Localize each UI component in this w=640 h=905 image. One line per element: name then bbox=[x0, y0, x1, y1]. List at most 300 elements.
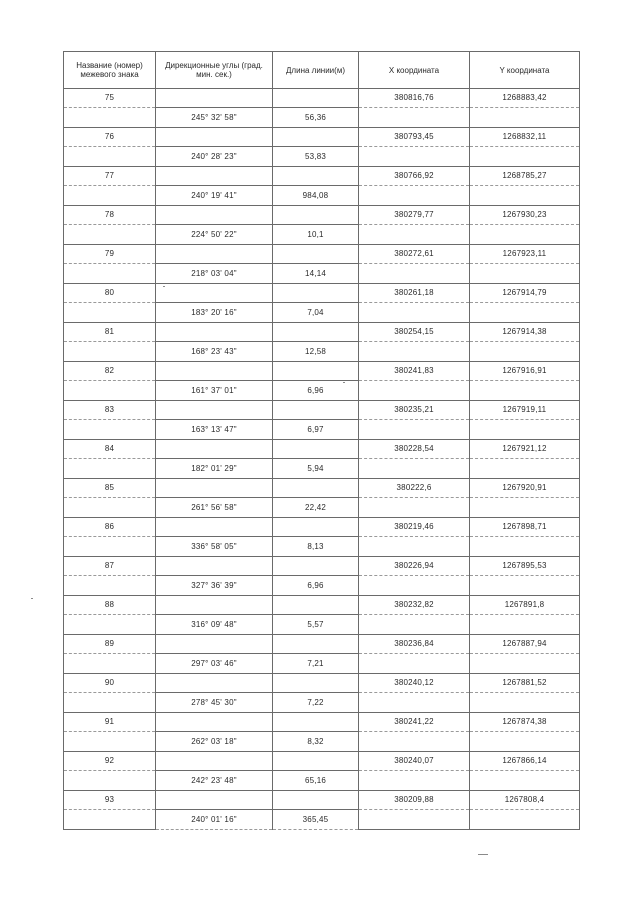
x-coordinate-cell bbox=[359, 518, 470, 537]
line-length-cell bbox=[273, 576, 359, 596]
x-coordinate: 380272,61 bbox=[394, 249, 434, 258]
x-coordinate: 380232,82 bbox=[394, 600, 434, 609]
point-number-cell bbox=[64, 713, 156, 732]
point-number: 88 bbox=[104, 600, 115, 609]
y-coordinate-cell bbox=[470, 557, 580, 576]
directional-angle: 242° 23' 48" bbox=[191, 775, 237, 785]
y-coordinate: 1267919,11 bbox=[502, 405, 547, 414]
empty-cell bbox=[359, 264, 470, 284]
line-length-cell bbox=[273, 420, 359, 440]
point-number-cell bbox=[64, 284, 156, 303]
segment-row bbox=[64, 420, 580, 440]
y-coordinate: 1267921,12 bbox=[502, 444, 547, 453]
point-number: 91 bbox=[104, 717, 115, 726]
empty-cell bbox=[470, 420, 580, 440]
empty-cell bbox=[470, 732, 580, 752]
line-length-cell bbox=[273, 381, 359, 401]
y-coordinate: 1267866,14 bbox=[502, 756, 547, 765]
line-length: 14,14 bbox=[304, 268, 327, 278]
empty-cell bbox=[64, 615, 156, 635]
empty-cell bbox=[156, 752, 273, 771]
empty-cell bbox=[359, 225, 470, 245]
line-length-cell bbox=[273, 186, 359, 206]
header-line-length: Длина линии(м) bbox=[273, 52, 359, 89]
empty-cell bbox=[359, 693, 470, 713]
x-coordinate: 380240,07 bbox=[394, 756, 434, 765]
line-length: 5,57 bbox=[307, 619, 324, 629]
y-coordinate: 1267930,23 bbox=[502, 210, 547, 219]
line-length-cell bbox=[273, 615, 359, 635]
directional-angle-cell bbox=[156, 810, 273, 830]
point-row bbox=[64, 206, 580, 225]
empty-cell bbox=[359, 381, 470, 401]
y-coordinate-cell bbox=[470, 245, 580, 264]
x-coordinate-cell bbox=[359, 167, 470, 186]
point-row bbox=[64, 752, 580, 771]
directional-angle-cell bbox=[156, 264, 273, 284]
point-row bbox=[64, 362, 580, 381]
x-coordinate: 380261,18 bbox=[394, 288, 434, 297]
point-number-cell bbox=[64, 635, 156, 654]
directional-angle-cell bbox=[156, 186, 273, 206]
line-length: 53,83 bbox=[304, 151, 327, 161]
empty-cell bbox=[156, 674, 273, 693]
directional-angle: 336° 58' 05" bbox=[191, 541, 237, 551]
point-row bbox=[64, 401, 580, 420]
y-coordinate-cell bbox=[470, 635, 580, 654]
segment-row bbox=[64, 615, 580, 635]
y-coordinate-cell bbox=[470, 791, 580, 810]
empty-cell bbox=[470, 108, 580, 128]
empty-cell bbox=[273, 635, 359, 654]
point-number-cell bbox=[64, 167, 156, 186]
empty-cell bbox=[64, 420, 156, 440]
empty-cell bbox=[156, 596, 273, 615]
directional-angle-cell bbox=[156, 693, 273, 713]
directional-angle: 278° 45' 30" bbox=[191, 697, 237, 707]
point-number-cell bbox=[64, 557, 156, 576]
point-row bbox=[64, 518, 580, 537]
empty-cell bbox=[64, 303, 156, 323]
point-number-cell bbox=[64, 674, 156, 693]
x-coordinate-cell bbox=[359, 323, 470, 342]
point-number: 84 bbox=[104, 444, 115, 453]
line-length-cell bbox=[273, 147, 359, 167]
empty-cell bbox=[359, 303, 470, 323]
point-number-cell bbox=[64, 479, 156, 498]
line-length: 56,36 bbox=[304, 112, 327, 122]
y-coordinate-cell bbox=[470, 323, 580, 342]
line-length-cell bbox=[273, 264, 359, 284]
segment-row bbox=[64, 225, 580, 245]
segment-row bbox=[64, 147, 580, 167]
empty-cell bbox=[359, 615, 470, 635]
empty-cell bbox=[156, 557, 273, 576]
point-row bbox=[64, 479, 580, 498]
line-length-cell bbox=[273, 498, 359, 518]
empty-cell bbox=[64, 342, 156, 362]
empty-cell bbox=[470, 576, 580, 596]
y-coordinate: 1267895,53 bbox=[502, 561, 547, 570]
x-coordinate-cell bbox=[359, 206, 470, 225]
directional-angle: 297° 03' 46" bbox=[191, 658, 237, 668]
x-coordinate: 380236,84 bbox=[394, 639, 434, 648]
directional-angle-cell bbox=[156, 303, 273, 323]
x-coordinate-cell bbox=[359, 635, 470, 654]
x-coordinate-cell bbox=[359, 401, 470, 420]
empty-cell bbox=[273, 206, 359, 225]
x-coordinate-cell bbox=[359, 713, 470, 732]
x-coordinate-cell bbox=[359, 284, 470, 303]
line-length: 8,32 bbox=[307, 736, 324, 746]
x-coordinate-cell bbox=[359, 479, 470, 498]
x-coordinate-cell bbox=[359, 245, 470, 264]
empty-cell bbox=[273, 518, 359, 537]
empty-cell bbox=[64, 147, 156, 167]
point-number: 92 bbox=[104, 756, 115, 765]
empty-cell bbox=[64, 498, 156, 518]
directional-angle: 261° 56' 58" bbox=[191, 502, 237, 512]
point-number-cell bbox=[64, 323, 156, 342]
segment-row bbox=[64, 381, 580, 401]
empty-cell bbox=[64, 264, 156, 284]
table-body bbox=[64, 89, 580, 830]
line-length: 10,1 bbox=[307, 229, 324, 239]
point-number: 77 bbox=[104, 171, 115, 180]
line-length: 984,08 bbox=[302, 190, 329, 200]
empty-cell bbox=[470, 498, 580, 518]
line-length: 65,16 bbox=[304, 775, 327, 785]
point-number: 85 bbox=[104, 483, 115, 492]
scan-speck bbox=[343, 382, 345, 383]
point-row bbox=[64, 635, 580, 654]
point-number: 89 bbox=[104, 639, 115, 648]
line-length-cell bbox=[273, 732, 359, 752]
line-length: 7,04 bbox=[307, 307, 324, 317]
line-length: 6,97 bbox=[307, 424, 324, 434]
empty-cell bbox=[156, 518, 273, 537]
point-number: 83 bbox=[104, 405, 115, 414]
segment-row bbox=[64, 810, 580, 830]
empty-cell bbox=[359, 498, 470, 518]
empty-cell bbox=[470, 342, 580, 362]
empty-cell bbox=[470, 459, 580, 479]
empty-cell bbox=[359, 147, 470, 167]
y-coordinate-cell bbox=[470, 440, 580, 459]
empty-cell bbox=[273, 752, 359, 771]
line-length-cell bbox=[273, 771, 359, 791]
x-coordinate-cell bbox=[359, 440, 470, 459]
table-header-row bbox=[64, 52, 580, 89]
empty-cell bbox=[470, 186, 580, 206]
segment-row bbox=[64, 654, 580, 674]
empty-cell bbox=[273, 557, 359, 576]
point-row bbox=[64, 791, 580, 810]
empty-cell bbox=[359, 186, 470, 206]
line-length-cell bbox=[273, 654, 359, 674]
empty-cell bbox=[156, 284, 273, 303]
line-length: 7,22 bbox=[307, 697, 324, 707]
line-length: 6,96 bbox=[307, 580, 324, 590]
point-row bbox=[64, 323, 580, 342]
scan-speck bbox=[478, 854, 488, 855]
empty-cell bbox=[156, 635, 273, 654]
x-coordinate-cell bbox=[359, 791, 470, 810]
x-coordinate-cell bbox=[359, 89, 470, 108]
point-row bbox=[64, 89, 580, 108]
header-directional-angle: Дирекционные углы (град. мин. сек.) bbox=[156, 52, 273, 89]
empty-cell bbox=[470, 654, 580, 674]
directional-angle-cell bbox=[156, 654, 273, 674]
empty-cell bbox=[64, 771, 156, 791]
x-coordinate-cell bbox=[359, 557, 470, 576]
scan-speck bbox=[163, 286, 165, 287]
x-coordinate: 380279,77 bbox=[394, 210, 434, 219]
point-row bbox=[64, 128, 580, 147]
y-coordinate-cell bbox=[470, 596, 580, 615]
empty-cell bbox=[156, 713, 273, 732]
directional-angle: 168° 23' 43" bbox=[191, 346, 237, 356]
point-number-cell bbox=[64, 206, 156, 225]
y-coordinate-cell bbox=[470, 167, 580, 186]
segment-row bbox=[64, 264, 580, 284]
empty-cell bbox=[273, 674, 359, 693]
empty-cell bbox=[359, 576, 470, 596]
point-number: 76 bbox=[104, 132, 115, 141]
segment-row bbox=[64, 498, 580, 518]
header-x-coordinate: X координата bbox=[359, 52, 470, 89]
directional-angle: 182° 01' 29" bbox=[191, 463, 237, 473]
y-coordinate-cell bbox=[470, 362, 580, 381]
x-coordinate-cell bbox=[359, 674, 470, 693]
directional-angle: 327° 36' 39" bbox=[191, 580, 237, 590]
line-length-cell bbox=[273, 303, 359, 323]
empty-cell bbox=[359, 342, 470, 362]
line-length: 6,96 bbox=[307, 385, 324, 395]
point-row bbox=[64, 674, 580, 693]
empty-cell bbox=[273, 323, 359, 342]
empty-cell bbox=[156, 167, 273, 186]
empty-cell bbox=[470, 771, 580, 791]
segment-row bbox=[64, 693, 580, 713]
y-coordinate-cell bbox=[470, 674, 580, 693]
line-length: 365,45 bbox=[302, 814, 329, 824]
directional-angle-cell bbox=[156, 147, 273, 167]
empty-cell bbox=[359, 732, 470, 752]
empty-cell bbox=[359, 771, 470, 791]
point-number-cell bbox=[64, 596, 156, 615]
point-number-cell bbox=[64, 440, 156, 459]
point-number-cell bbox=[64, 518, 156, 537]
directional-angle-cell bbox=[156, 381, 273, 401]
empty-cell bbox=[156, 323, 273, 342]
empty-cell bbox=[470, 615, 580, 635]
y-coordinate-cell bbox=[470, 479, 580, 498]
point-number-cell bbox=[64, 245, 156, 264]
directional-angle: 240° 19' 41" bbox=[191, 190, 237, 200]
y-coordinate-cell bbox=[470, 401, 580, 420]
x-coordinate: 380254,15 bbox=[394, 327, 434, 336]
line-length: 8,13 bbox=[307, 541, 324, 551]
y-coordinate: 1267808,4 bbox=[504, 795, 545, 804]
y-coordinate: 1268832,11 bbox=[502, 132, 547, 141]
empty-cell bbox=[359, 459, 470, 479]
empty-cell bbox=[470, 537, 580, 557]
empty-cell bbox=[273, 713, 359, 732]
point-number: 87 bbox=[104, 561, 115, 570]
x-coordinate: 380209,88 bbox=[394, 795, 434, 804]
segment-row bbox=[64, 459, 580, 479]
directional-angle: 245° 32' 58" bbox=[191, 112, 237, 122]
empty-cell bbox=[359, 420, 470, 440]
x-coordinate-cell bbox=[359, 362, 470, 381]
x-coordinate: 380241,83 bbox=[394, 366, 434, 375]
directional-angle: 183° 20' 16" bbox=[191, 307, 237, 317]
empty-cell bbox=[64, 459, 156, 479]
directional-angle: 224° 50' 22" bbox=[191, 229, 237, 239]
directional-angle-cell bbox=[156, 615, 273, 635]
empty-cell bbox=[64, 537, 156, 557]
y-coordinate-cell bbox=[470, 89, 580, 108]
point-row bbox=[64, 167, 580, 186]
line-length-cell bbox=[273, 810, 359, 830]
point-number: 82 bbox=[104, 366, 115, 375]
point-number: 78 bbox=[104, 210, 115, 219]
y-coordinate: 1267881,52 bbox=[502, 678, 547, 687]
segment-row bbox=[64, 732, 580, 752]
directional-angle: 161° 37' 01" bbox=[191, 385, 237, 395]
x-coordinate: 380766,92 bbox=[394, 171, 434, 180]
empty-cell bbox=[273, 362, 359, 381]
segment-row bbox=[64, 342, 580, 362]
point-number-cell bbox=[64, 791, 156, 810]
segment-row bbox=[64, 303, 580, 323]
empty-cell bbox=[156, 362, 273, 381]
y-coordinate-cell bbox=[470, 518, 580, 537]
y-coordinate-cell bbox=[470, 752, 580, 771]
line-length-cell bbox=[273, 342, 359, 362]
y-coordinate: 1267887,94 bbox=[502, 639, 547, 648]
directional-angle-cell bbox=[156, 225, 273, 245]
x-coordinate-cell bbox=[359, 752, 470, 771]
segment-row bbox=[64, 537, 580, 557]
directional-angle-cell bbox=[156, 498, 273, 518]
empty-cell bbox=[156, 89, 273, 108]
x-coordinate: 380793,45 bbox=[394, 132, 434, 141]
empty-cell bbox=[273, 284, 359, 303]
y-coordinate: 1267914,79 bbox=[502, 288, 547, 297]
empty-cell bbox=[470, 381, 580, 401]
point-number: 86 bbox=[104, 522, 115, 531]
empty-cell bbox=[64, 225, 156, 245]
empty-cell bbox=[64, 108, 156, 128]
directional-angle: 218° 03' 04" bbox=[191, 268, 237, 278]
empty-cell bbox=[156, 791, 273, 810]
y-coordinate-cell bbox=[470, 713, 580, 732]
y-coordinate: 1267891,8 bbox=[504, 600, 545, 609]
empty-cell bbox=[273, 167, 359, 186]
point-number: 75 bbox=[104, 93, 115, 102]
empty-cell bbox=[470, 264, 580, 284]
point-number-cell bbox=[64, 128, 156, 147]
empty-cell bbox=[64, 381, 156, 401]
point-row bbox=[64, 713, 580, 732]
line-length-cell bbox=[273, 108, 359, 128]
line-length: 22,42 bbox=[304, 502, 327, 512]
directional-angle: 262° 03' 18" bbox=[191, 736, 237, 746]
directional-angle-cell bbox=[156, 420, 273, 440]
y-coordinate: 1267916,91 bbox=[502, 366, 547, 375]
empty-cell bbox=[359, 537, 470, 557]
x-coordinate: 380219,46 bbox=[394, 522, 434, 531]
point-number: 93 bbox=[104, 795, 115, 804]
empty-cell bbox=[470, 303, 580, 323]
empty-cell bbox=[64, 654, 156, 674]
empty-cell bbox=[64, 693, 156, 713]
directional-angle: 240° 01' 16" bbox=[191, 814, 237, 824]
point-row bbox=[64, 557, 580, 576]
empty-cell bbox=[273, 596, 359, 615]
empty-cell bbox=[470, 225, 580, 245]
point-row bbox=[64, 440, 580, 459]
y-coordinate-cell bbox=[470, 284, 580, 303]
segment-row bbox=[64, 576, 580, 596]
scan-speck bbox=[31, 598, 33, 599]
empty-cell bbox=[470, 810, 580, 830]
line-length: 7,21 bbox=[307, 658, 324, 668]
empty-cell bbox=[156, 245, 273, 264]
empty-cell bbox=[64, 186, 156, 206]
x-coordinate: 380228,54 bbox=[394, 444, 434, 453]
empty-cell bbox=[470, 147, 580, 167]
point-number: 79 bbox=[104, 249, 115, 258]
empty-cell bbox=[273, 401, 359, 420]
y-coordinate: 1268883,42 bbox=[502, 93, 547, 102]
y-coordinate: 1267923,11 bbox=[502, 249, 547, 258]
point-number-cell bbox=[64, 362, 156, 381]
directional-angle: 240° 28' 23" bbox=[191, 151, 237, 161]
y-coordinate-cell bbox=[470, 128, 580, 147]
point-number: 90 bbox=[104, 678, 115, 687]
empty-cell bbox=[64, 576, 156, 596]
point-number-cell bbox=[64, 89, 156, 108]
x-coordinate: 380241,22 bbox=[394, 717, 434, 726]
x-coordinate-cell bbox=[359, 596, 470, 615]
empty-cell bbox=[156, 128, 273, 147]
point-row bbox=[64, 245, 580, 264]
empty-cell bbox=[156, 206, 273, 225]
point-number: 81 bbox=[104, 327, 115, 336]
point-number-cell bbox=[64, 401, 156, 420]
line-length-cell bbox=[273, 693, 359, 713]
x-coordinate: 380226,94 bbox=[394, 561, 434, 570]
empty-cell bbox=[273, 128, 359, 147]
point-number: 80 bbox=[104, 288, 115, 297]
empty-cell bbox=[64, 810, 156, 830]
y-coordinate: 1267920,91 bbox=[502, 483, 547, 492]
empty-cell bbox=[273, 245, 359, 264]
point-row bbox=[64, 284, 580, 303]
segment-row bbox=[64, 186, 580, 206]
empty-cell bbox=[359, 810, 470, 830]
x-coordinate: 380235,21 bbox=[394, 405, 434, 414]
header-y-coordinate: Y координата bbox=[470, 52, 580, 89]
y-coordinate: 1267874,38 bbox=[502, 717, 547, 726]
empty-cell bbox=[156, 479, 273, 498]
segment-row bbox=[64, 771, 580, 791]
empty-cell bbox=[273, 89, 359, 108]
directional-angle-cell bbox=[156, 537, 273, 557]
